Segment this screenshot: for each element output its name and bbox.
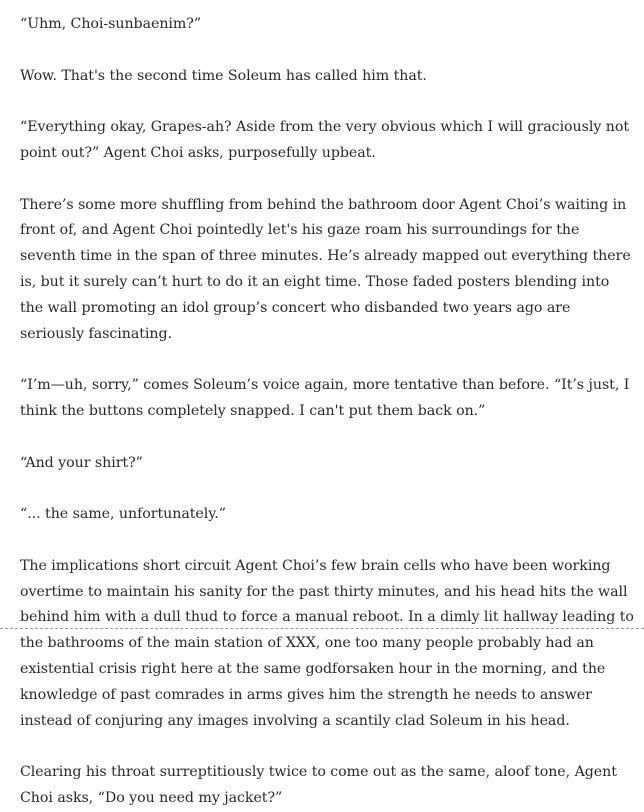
story-text xyxy=(20,12,636,812)
page-fold-divider xyxy=(0,628,644,629)
paragraph-2: Wow. That's the second time Soleum has called him that. xyxy=(20,67,427,84)
paragraph-5: “I’m—uh, sorry,” comes Soleum’s voice again, more tentative than before. “It’s just, I think the buttons completely snapped. I can't put them back on.” xyxy=(20,377,630,419)
paragraph-4: There’s some more shuffling from behind the bathroom door Agent Choi’s waiting in front of, and Agent Choi pointedly let's his gaze roam his surroundings for the seventh time in the span of three minutes. He’s already mapped out everything there is, but it surely can’t hurt to do it an eight time. Those faded posters blending into the wall promoting an idol group’s concert who disbanded two years ago are seriously fascinating. xyxy=(20,196,631,342)
paragraph-7: “... the same, unfortunately.” xyxy=(20,506,226,523)
paragraph-8: The implications short circuit Agent Choi’s few brain cells who have been working overtime to maintain his sanity for the past thirty minutes, and his head hits the wall behind him with a dull thud to force a manual reboot. In a dimly lit hallway leading to the bathrooms of the main station of XXX, one too many people probably had an existential crisis right here at the same godforsaken hour in the morning, and the knowledge of past comrades in arms gives him the strength he needs to answer instead of conjuring any images involving a scantily clad Soleum in his head. xyxy=(20,557,634,729)
paragraph-1: “Uhm, Choi-sunbaenim?” xyxy=(20,16,202,32)
paragraph-9: Clearing his throat surreptitiously twice to come out as the same, aloof tone, Agent Choi asks, “Do you need my jacket?” xyxy=(20,764,617,806)
paragraph-3: “Everything okay, Grapes-ah? Aside from the very obvious which I will graciously not point out?” Agent Choi asks, purposefully upbeat. xyxy=(20,119,630,161)
paragraph-6: “And your shirt?” xyxy=(20,454,143,471)
